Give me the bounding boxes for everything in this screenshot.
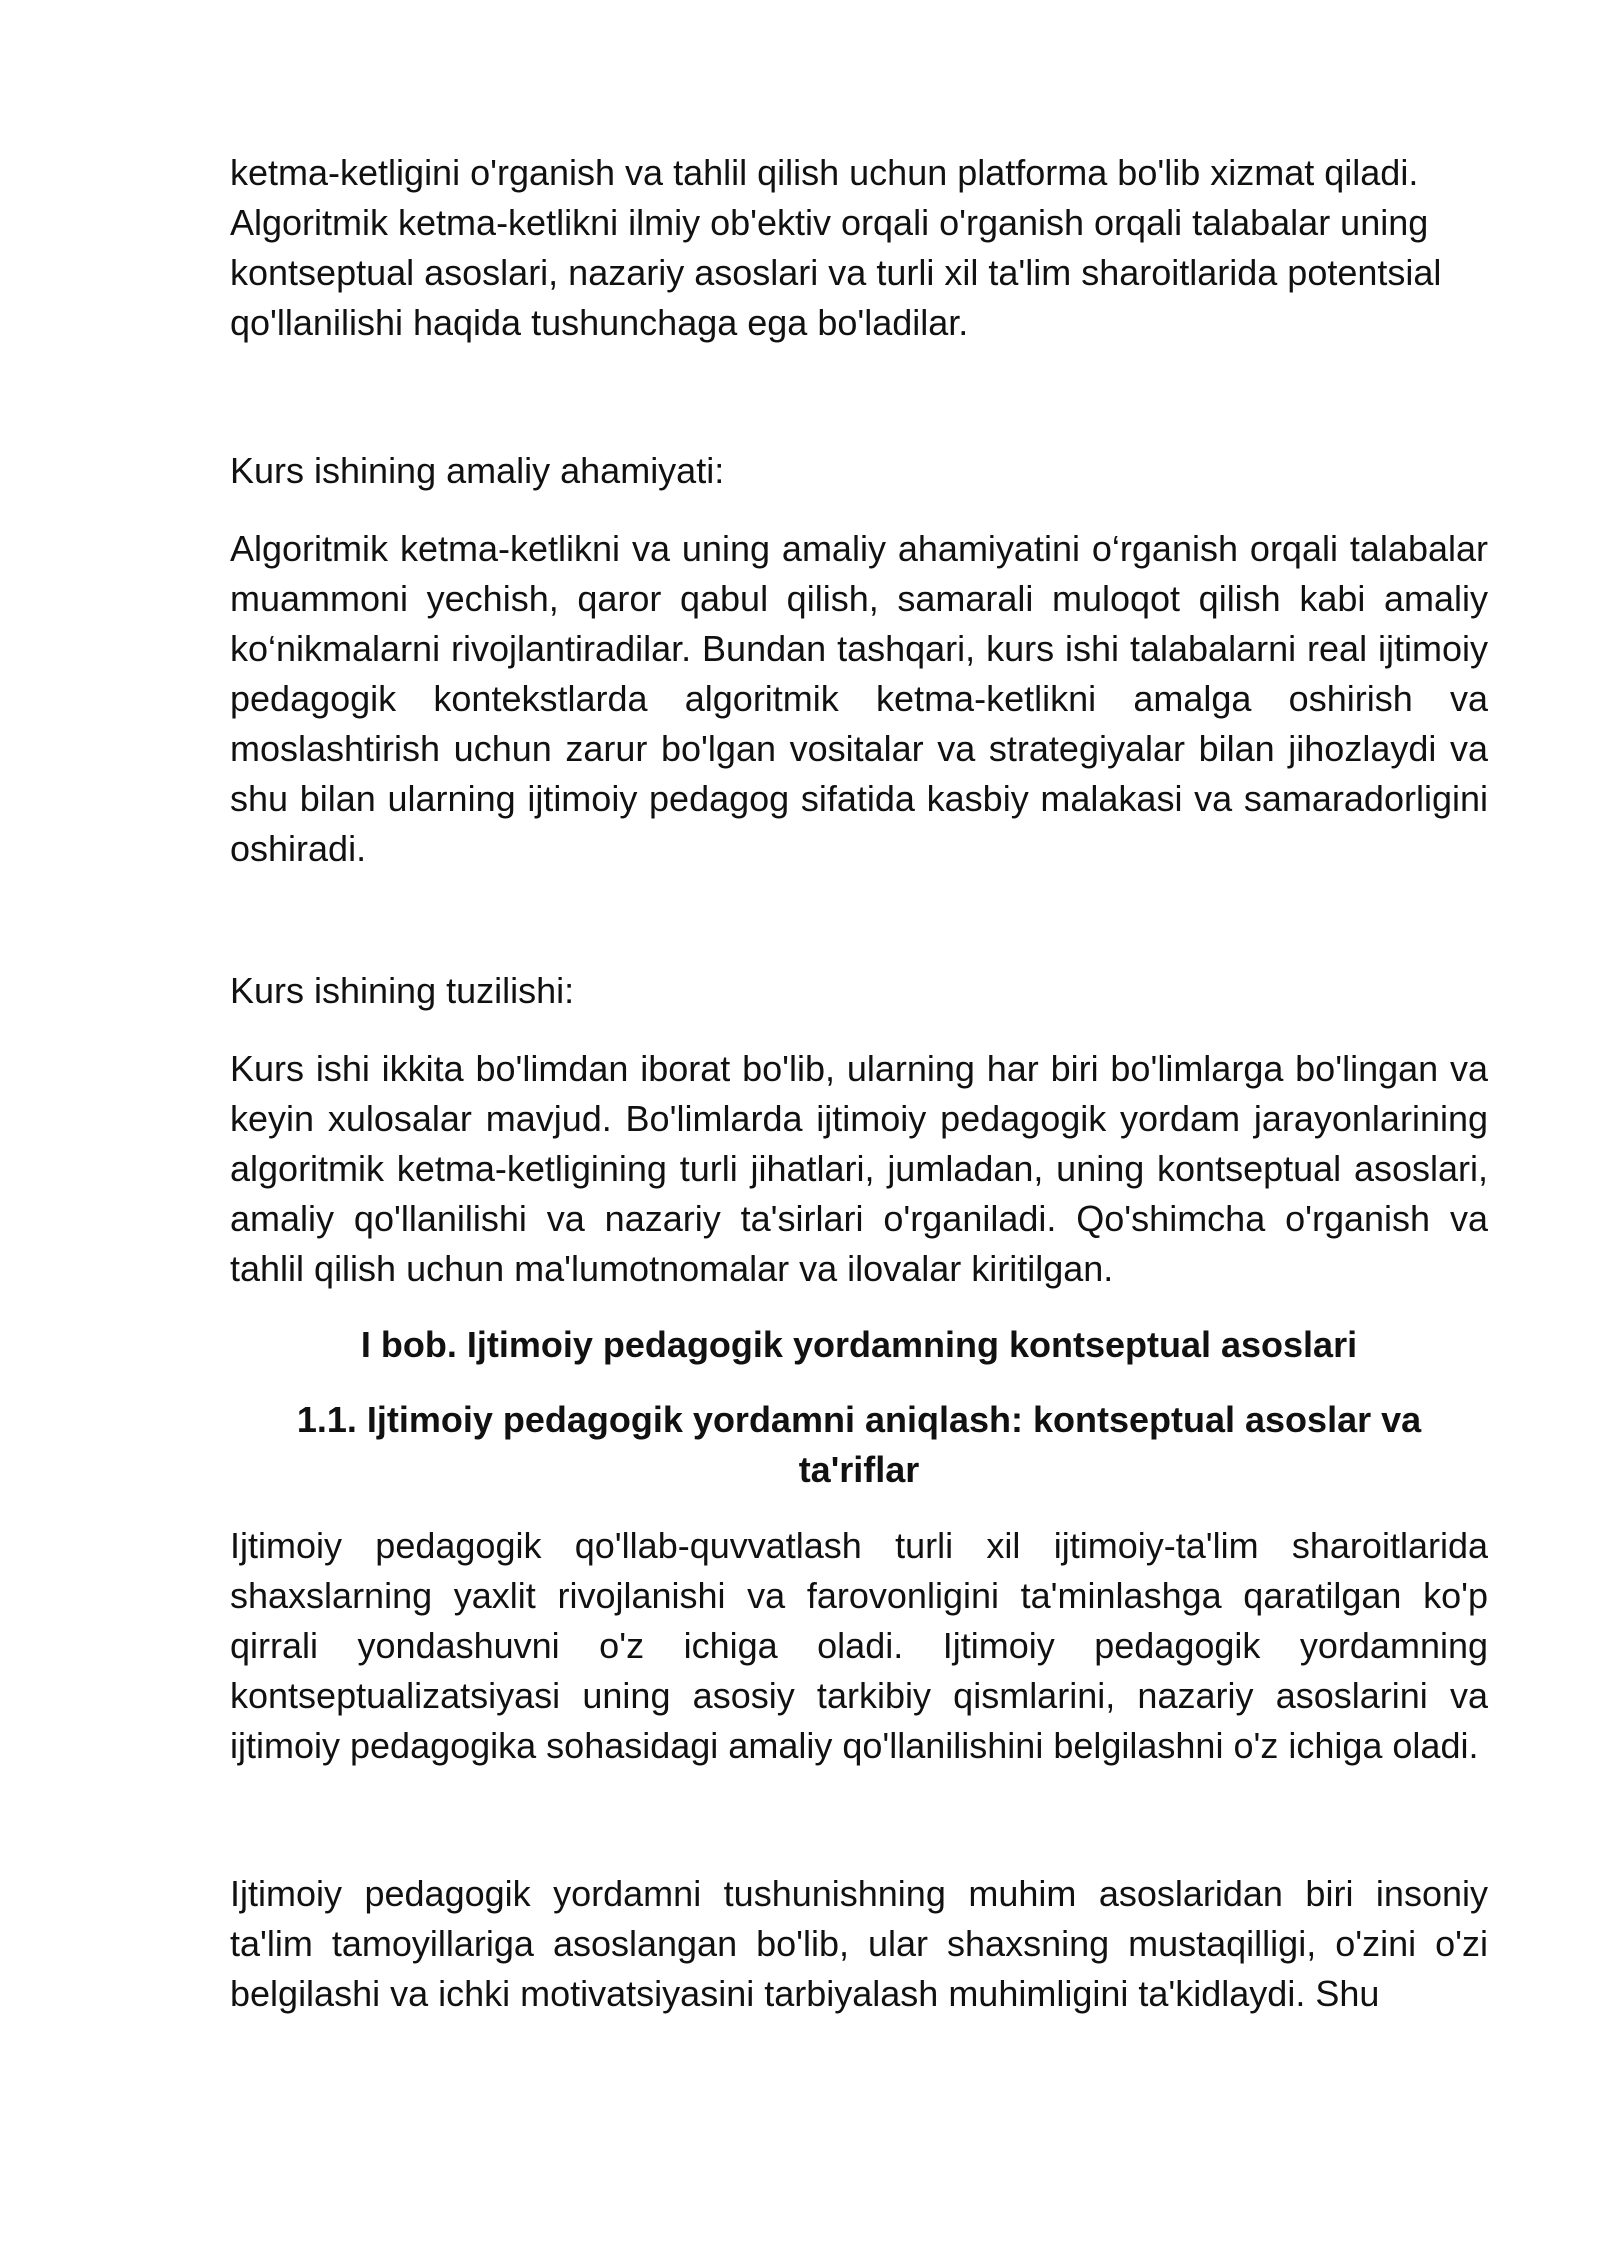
chapter-heading: I bob. Ijtimoiy pedagogik yordamning kontseptual asoslari <box>360 1324 1358 1365</box>
practical-significance-paragraph: Algoritmik ketma-ketlikni va uning amaliy ahamiyatini o‘rganish orqali talabalar muammoni yechish, qaror qabul qilish, samarali muloqot qilish kabi amaliy ko‘nikmalarni rivojlantiradilar. Bundan tashqari, kurs ishi talabalarni real ijtimoiy pedagogik kontekstlarda algoritmik ketma-ketlikni amalga oshirish va moslashtirish uchun zarur bo'lgan vositalar va strategiyalar bilan jihozlaydi va shu bilan ularning ijtimoiy pedagog sifatida kasbiy malakasi va samaradorligini oshiradi. <box>230 528 1488 869</box>
document-page <box>230 148 1488 2019</box>
section-paragraph: Ijtimoiy pedagogik yordamni tushunishning muhim asoslaridan biri insoniy ta'lim tamoyillariga asoslangan bo'lib, ular shaxsning mustaqilligi, o'zini o'zi belgilashi va ichki motivatsiyasini tarbiyalash muhimligini ta'kidlaydi. Shu <box>230 1873 1488 2014</box>
section-paragraph: Ijtimoiy pedagogik qo'llab-quvvatlash turli xil ijtimoiy-ta'lim sharoitlarida shaxslarning yaxlit rivojlanishi va farovonligini ta'minlashga qaratilgan ko'p qirrali yondashuvni o'z ichiga oladi. Ijtimoiy pedagogik yordamning kontseptualizatsiyasi uning asosiy tarkibiy qismlarini, nazariy asoslarini va ijtimoiy pedagogika sohasidagi amaliy qo'llanilishini belgilashni o'z ichiga oladi. <box>230 1525 1488 1766</box>
section-heading: 1.1. Ijtimoiy pedagogik yordamni aniqlash: kontseptual asoslar va ta'riflar <box>296 1399 1422 1490</box>
intro-paragraph: ketma-ketligini o'rganish va tahlil qilish uchun platforma bo'lib xizmat qiladi. Algoritmik ketma-ketlikni ilmiy ob'ektiv orqali o'rganish orqali talabalar uning kontseptual asoslari, nazariy asoslari va turli xil ta'lim sharoitlarida potentsial qo'llanilishi haqida tushunchaga ega bo'ladilar. <box>230 152 1442 343</box>
practical-significance-label: Kurs ishining amaliy ahamiyati: <box>230 450 725 491</box>
structure-label: Kurs ishining tuzilishi: <box>230 970 575 1011</box>
structure-paragraph: Kurs ishi ikkita bo'limdan iborat bo'lib, ularning har biri bo'limlarga bo'lingan va keyin xulosalar mavjud. Bo'limlarda ijtimoiy pedagogik yordam jarayonlarining algoritmik ketma-ketligining turli jihatlari, jumladan, uning kontseptual asoslari, amaliy qo'llanilishi va nazariy ta'sirlari o'rganiladi. Qo'shimcha o'rganish va tahlil qilish uchun ma'lumotnomalar va ilovalar kiritilgan. <box>230 1048 1488 1289</box>
